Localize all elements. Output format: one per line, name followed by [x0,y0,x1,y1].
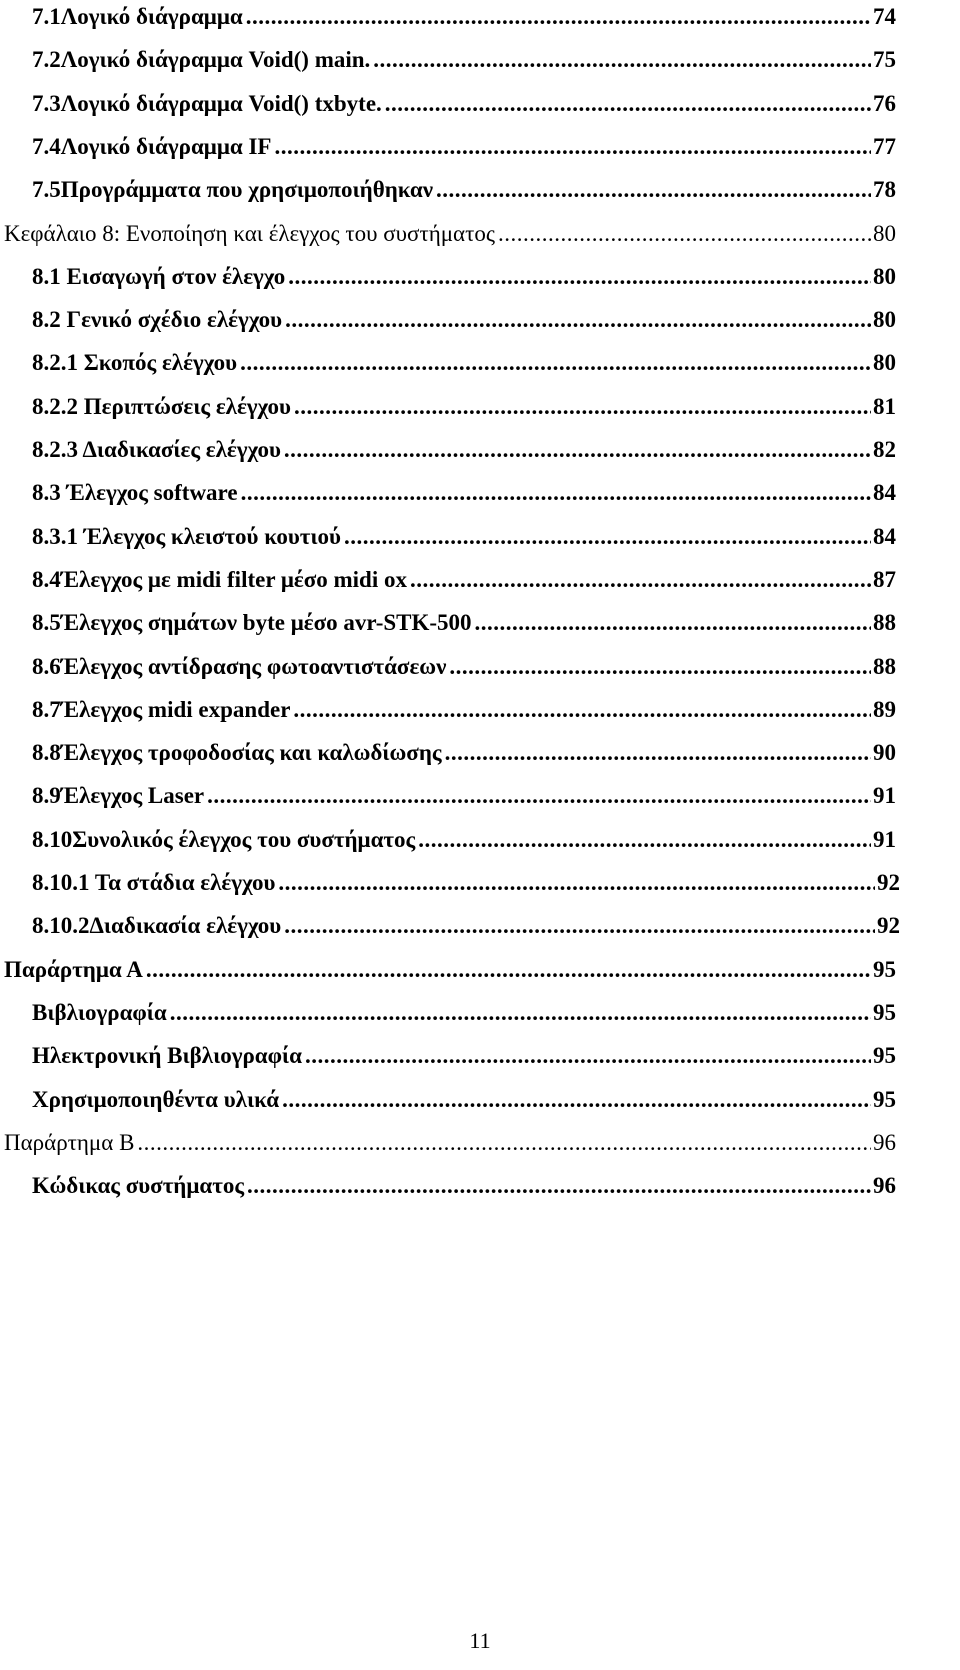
toc-entry-page: 88 [873,610,896,636]
toc-entry[interactable] [4,219,896,249]
toc-entry[interactable] [32,1085,896,1115]
toc-entry-title: Προγράμματα που χρησιμοποιήθηκαν [60,177,433,203]
toc-entry-number: 8.6 [32,653,61,679]
toc-entry-page: 96 [873,1129,896,1155]
toc-entry[interactable] [32,608,896,638]
toc-entry-page: 77 [873,133,896,159]
toc-entry-title: Λογικό διάγραμμα IF [60,133,272,159]
toc-entry[interactable] [32,262,896,292]
toc-leader-dots [344,522,871,552]
toc-entry-title: Έλεγχος Laser [60,783,205,809]
toc-entry[interactable] [32,522,896,552]
toc-entry-number: 8.7 [32,696,61,722]
toc-leader-dots [146,955,871,985]
toc-entry-page: 96 [873,1173,896,1199]
toc-leader-dots [247,1171,871,1201]
toc-entry-title: Κώδικας συστήματος [32,1173,245,1199]
toc-leader-dots [282,1085,871,1115]
toc-entry-title: 8.2 Γενικό σχέδιο ελέγχου [32,307,283,333]
toc-leader-dots [274,132,871,162]
toc-leader-dots [284,911,875,941]
toc-leader-dots [293,695,871,725]
toc-entry[interactable] [32,348,896,378]
toc-leader-dots [475,608,871,638]
toc-entry-title: Παράρτημα Β [4,1129,135,1155]
toc-entry-title: 8.10.1 Τα στάδια ελέγχου [32,870,276,895]
toc-entry[interactable] [32,478,896,508]
toc-entry-page: 75 [873,47,896,73]
toc-entry-page: 95 [873,1043,896,1069]
toc-entry-title: Λογικό διάγραμμα Void() main. [60,47,371,73]
toc-entry[interactable] [32,652,896,682]
toc-entry-title: 8.3 Έλεγχος software [32,480,238,506]
toc-entry-page: 89 [873,696,896,722]
toc-entry-page: 78 [873,177,896,203]
toc-entry-page: 91 [873,783,896,809]
toc-entry[interactable] [32,175,896,205]
toc-entry-number: 8.8 [32,740,61,766]
toc-leader-dots [246,2,871,32]
toc-entry-title: Παράρτημα Α [4,956,143,982]
toc-entry-title: 8.2.2 Περιπτώσεις ελέγχου [32,393,291,419]
toc-entry-page: 84 [873,523,896,549]
toc-entry[interactable] [32,998,896,1028]
toc-entry[interactable] [32,781,896,811]
toc-entry-title: Έλεγχος midi expander [60,696,291,722]
toc-entry[interactable] [32,738,896,768]
toc-entry-title: Ηλεκτρονική Βιβλιογραφία [32,1043,302,1069]
toc-entry-title: Έλεγχος αντίδρασης φωτοαντιστάσεων [60,653,447,679]
toc-entry-page: 92 [877,870,900,895]
toc-entry-title: Βιβλιογραφία [32,999,167,1025]
toc-entry[interactable] [32,45,896,75]
toc-entry-number: 8.10 [32,826,73,852]
toc-entry[interactable] [32,305,896,335]
toc-entry-page: 95 [873,999,896,1025]
toc-leader-dots [410,565,871,595]
toc-leader-dots [385,89,871,119]
toc-entry-title: Έλεγχος τροφοδοσίας και καλωδίωσης [60,740,442,766]
toc-entry[interactable] [32,2,896,32]
toc-leader-dots [449,652,871,682]
toc-entry-page: 80 [873,307,896,333]
toc-leader-dots [278,868,875,898]
toc-leader-dots [373,45,871,75]
toc-entry-page: 81 [873,393,896,419]
toc-entry[interactable] [4,1128,896,1158]
toc-entry-page: 82 [873,437,896,462]
toc-entry-page: 91 [873,826,896,852]
toc-leader-dots [445,738,871,768]
toc-entry[interactable] [4,955,896,985]
toc-entry-number: 7.3 [32,90,61,116]
toc-leader-dots [284,435,871,465]
toc-entry-page: 95 [873,956,896,982]
toc-entry[interactable] [32,825,896,855]
toc-leader-dots [305,1041,871,1071]
toc-entry-page: 76 [873,90,896,116]
toc-entry-title: Λογικό διάγραμμα Void() txbyte. [60,90,382,116]
toc-leader-dots [207,781,871,811]
toc-entry[interactable] [32,565,896,595]
toc-entry[interactable] [32,868,900,898]
toc-leader-dots [288,262,871,292]
toc-entry-title: 8.10.2Διαδικασία ελέγχου [32,913,282,939]
toc-entry-title: Κεφάλαιο 8: Ενοποίηση και έλεγχος του συστήματος [4,220,495,246]
toc-entry-page: 88 [873,653,896,679]
toc-entry-page: 80 [873,263,896,289]
toc-entry[interactable] [32,89,896,119]
toc-entry-page: 92 [877,913,900,939]
toc-leader-dots [436,175,871,205]
toc-entry-page: 84 [873,480,896,506]
toc-entry-title: 8.2.3 Διαδικασίες ελέγχου [32,437,281,462]
toc-entry-title: Χρησιμοποιηθέντα υλικά [32,1086,280,1112]
page-number: 11 [469,1628,491,1653]
toc-entry-title: 8.1 Εισαγωγή στον έλεγχο [32,263,286,289]
toc-entry-title: Συνολικός έλεγχος του συστήματος [72,826,416,852]
toc-leader-dots [418,825,871,855]
toc-entry[interactable] [32,1041,896,1071]
toc-entry-number: 7.4 [32,133,61,159]
toc-leader-dots [170,998,871,1028]
toc-entry-number: 8.5 [32,610,61,636]
toc-entry-number: 8.4 [32,566,61,592]
toc-entry-number: 7.2 [32,47,61,73]
toc-leader-dots [285,305,871,335]
toc-entry[interactable] [32,392,896,422]
toc-entry-title: Λογικό διάγραμμα [60,4,243,29]
toc-leader-dots [241,478,871,508]
toc-entry[interactable] [32,132,896,162]
toc-entry[interactable] [32,435,896,465]
toc-entry-page: 95 [873,1086,896,1112]
toc-leader-dots [294,392,871,422]
toc-entry-page: 80 [873,220,896,246]
toc-leader-dots [240,348,871,378]
toc-entry-title: 8.3.1 Έλεγχος κλειστού κουτιού [32,523,341,549]
toc-leader-dots [137,1128,871,1158]
toc-entry-page: 74 [873,4,896,29]
toc-entry-title: Έλεγχος με midi filter μέσο midi ox [60,566,407,592]
toc-entry-page: 80 [873,350,896,376]
toc-entry-number: 7.5 [32,177,61,203]
toc-entry-number: 8.9 [32,783,61,809]
toc-entry-page: 87 [873,566,896,592]
toc-entry-title: 8.2.1 Σκοπός ελέγχου [32,350,238,376]
toc-entry-title: Έλεγχος σημάτων byte μέσο avr-STK-500 [60,610,472,636]
toc-entry-number: 7.1 [32,4,61,29]
toc-entry[interactable] [32,911,900,941]
toc-entry[interactable] [32,1171,896,1201]
toc-leader-dots [498,219,871,249]
toc-entry-page: 90 [873,740,896,766]
toc-entry[interactable] [32,695,896,725]
